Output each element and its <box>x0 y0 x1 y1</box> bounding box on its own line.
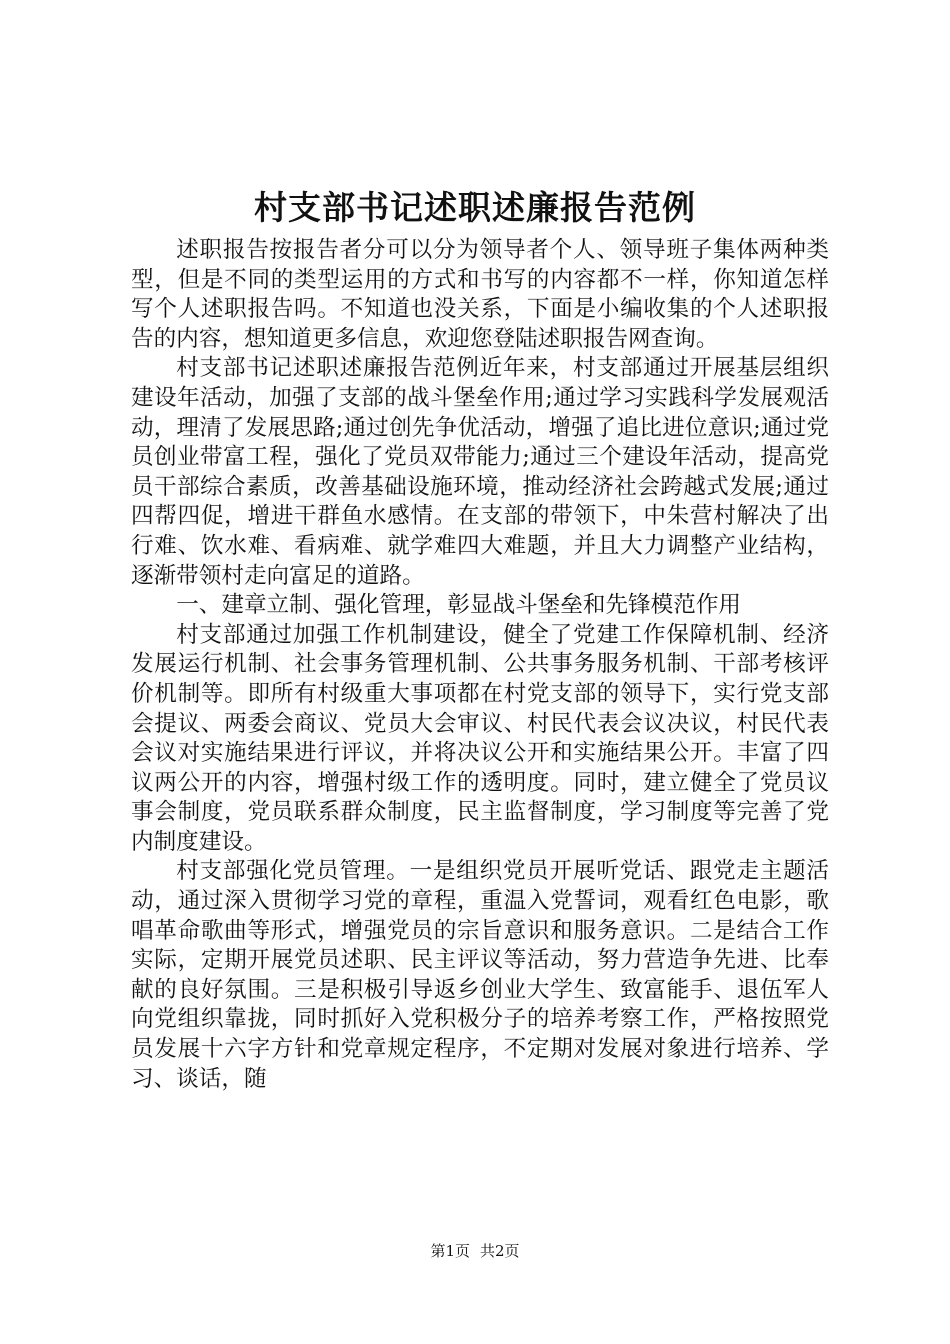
document-body <box>131 236 829 1094</box>
page-number: 第1页 <box>430 1242 470 1260</box>
paragraph-mechanisms: 村支部通过加强工作机制建设，健全了党建工作保障机制、经济发展运行机制、社会事务管理机制、公共事务服务机制、干部考核评价机制等。即所有村级重大事项都在村党支部的领导下，实行党支部会提议、两委会商议、党员大会审议、村民代表会议决议，村民代表会议对实施结果进行评议，并将决议公开和实施结果公开。丰富了四议两公开的内容，增强村级工作的透明度。同时，建立健全了党员议事会制度，党员联系群众制度，民主监督制度，学习制度等完善了党内制度建设。 <box>131 621 829 855</box>
page-total: 共2页 <box>480 1242 520 1260</box>
section-heading-1: 一、建章立制、强化管理，彰显战斗堡垒和先锋模范作用 <box>176 592 742 619</box>
paragraph-intro: 述职报告按报告者分可以分为领导者个人、领导班子集体两种类型，但是不同的类型运用的方式和书写的内容都不一样，你知道怎样写个人述职报告吗。不知道也没关系，下面是小编收集的个人述职报告的内容，想知道更多信息，欢迎您登陆述职报告网查询。 <box>131 237 829 352</box>
paragraph-member-management: 村支部强化党员管理。一是组织党员开展听党话、跟党走主题活动，通过深入贯彻学习党的章程，重温入党誓词，观看红色电影，歌唱革命歌曲等形式，增强党员的宗旨意识和服务意识。二是结合工作实际，定期开展党员述职、民主评议等活动，努力营造争先进、比奉献的良好氛围。三是积极引导返乡创业大学生、致富能手、退伍军人向党组织靠拢，同时抓好入党积极分子的培养考察工作，严格按照党员发展十六字方针和党章规定程序，不定期对发展对象进行培养、学习、谈话，随 <box>131 858 829 1092</box>
paragraph-overview: 村支部书记述职述廉报告范例近年来，村支部通过开展基层组织建设年活动，加强了支部的战斗堡垒作用;通过学习实践科学发展观活动，理清了发展思路;通过创先争优活动，增强了追比进位意识;通过党员创业带富工程，强化了党员双带能力;通过三个建设年活动，提高党员干部综合素质，改善基础设施环境，推动经济社会跨越式发展;通过四帮四促，增进干群鱼水感情。在支部的带领下，中朱营村解决了出行难、饮水难、看病难、就学难四大难题，并且大力调整产业结构，逐渐带领村走向富足的道路。 <box>131 355 829 589</box>
document-title: 村支部书记述职述廉报告范例 <box>254 188 696 227</box>
page-footer <box>0 1241 950 1261</box>
